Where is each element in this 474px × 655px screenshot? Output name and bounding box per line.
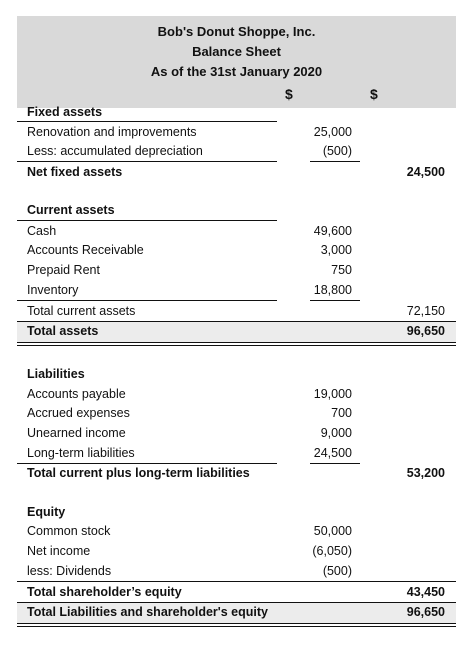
table-row: less: Dividends (500) (27, 564, 352, 578)
divider (17, 121, 277, 122)
table-row: Accounts payable 19,000 (27, 387, 352, 401)
section-heading-equity: Equity (27, 505, 66, 519)
table-row: Total assets 96,650 (27, 324, 445, 338)
divider (17, 581, 456, 582)
table-row: Long-term liabilities 24,500 (27, 446, 352, 460)
section-heading-current-assets: Current assets (27, 203, 115, 217)
table-row: Net fixed assets 24,500 (27, 165, 445, 179)
table-row: Accrued expenses 700 (27, 406, 352, 420)
divider (17, 161, 277, 162)
table-row: Less: accumulated depreciation (500) (27, 144, 352, 158)
table-row: Total current assets 72,150 (27, 304, 445, 318)
table-row: Total Liabilities and shareholder's equity 96,650 (27, 605, 445, 619)
statement-title: Balance Sheet (192, 44, 281, 59)
table-row: Inventory 18,800 (27, 283, 352, 297)
statement-date: As of the 31st January 2020 (150, 64, 323, 79)
table-row: Total shareholder’s equity 43,450 (27, 585, 445, 599)
company-name: Bob's Donut Shoppe, Inc. (157, 24, 316, 39)
table-row: Common stock 50,000 (27, 524, 352, 538)
divider (17, 220, 277, 221)
currency-col2: $ (370, 86, 378, 102)
table-row: Renovation and improvements 25,000 (27, 125, 352, 139)
double-underline (17, 623, 456, 624)
table-row: Cash 49,600 (27, 224, 352, 238)
subtotal-underline (310, 300, 360, 301)
double-underline (17, 342, 456, 343)
currency-col1: $ (285, 86, 293, 102)
double-underline (17, 626, 456, 627)
table-row: Prepaid Rent 750 (27, 263, 352, 277)
subtotal-underline (310, 161, 360, 162)
table-row: Unearned income 9,000 (27, 426, 352, 440)
table-row: Total current plus long-term liabilities 53,200 (27, 466, 445, 480)
section-heading-liabilities: Liabilities (27, 367, 85, 381)
table-row: Net income (6,050) (27, 544, 352, 558)
table-row: Accounts Receivable 3,000 (27, 243, 352, 257)
double-underline (17, 345, 456, 346)
section-heading-fixed-assets: Fixed assets (27, 105, 103, 119)
divider (17, 300, 277, 301)
